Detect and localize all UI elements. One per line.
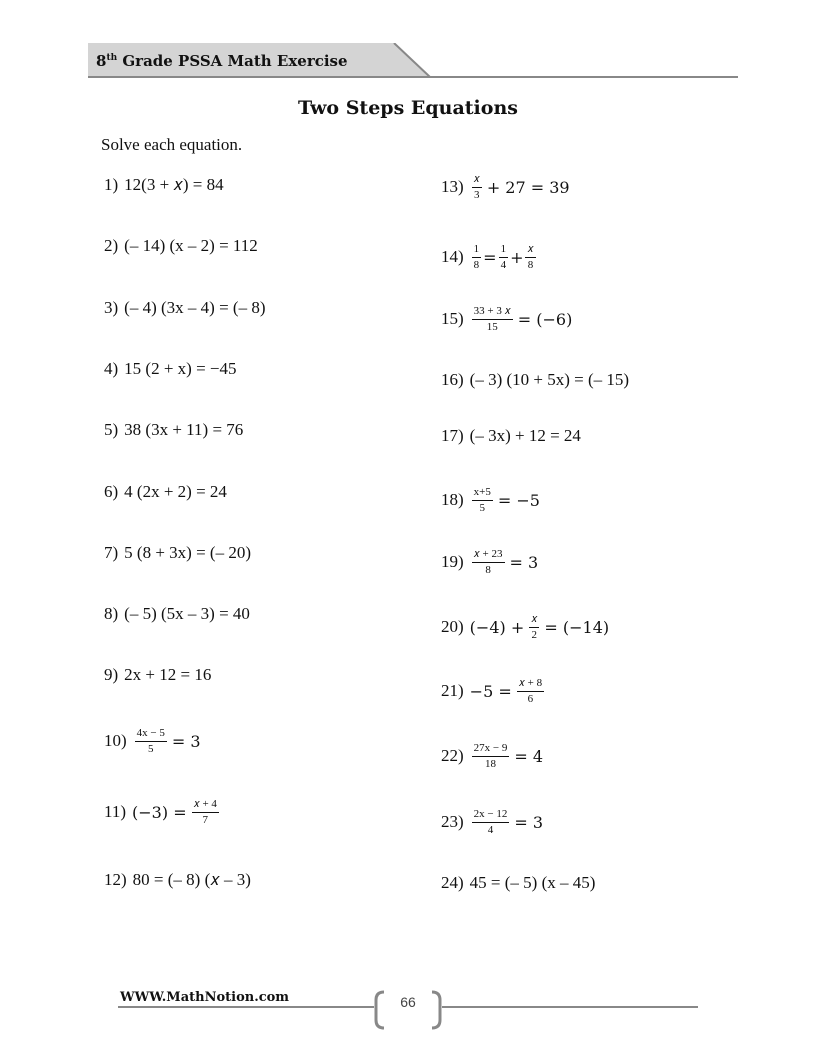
fraction bbox=[472, 742, 510, 770]
fraction-numerator: 𝑥 bbox=[529, 613, 539, 628]
fraction bbox=[472, 486, 493, 514]
problem-number: 19) bbox=[441, 552, 464, 571]
problem-number: 22) bbox=[441, 746, 464, 765]
problem-item bbox=[104, 414, 243, 446]
equation-part: −5 = bbox=[469, 681, 512, 701]
fraction-denominator: 5 bbox=[479, 501, 486, 514]
footer-rule-right bbox=[442, 1006, 698, 1008]
fraction-denominator: 7 bbox=[202, 813, 209, 826]
problem-number: 18) bbox=[441, 490, 464, 509]
equation-part: = 4 bbox=[514, 746, 544, 766]
fraction bbox=[499, 243, 509, 271]
problem-equation: 15 (2 + x) = −45 bbox=[124, 359, 237, 378]
fraction-numerator: 1 bbox=[499, 243, 509, 258]
instructions: Solve each equation. bbox=[101, 135, 243, 154]
fraction-numerator: 27x − 9 bbox=[472, 742, 510, 757]
fraction bbox=[525, 243, 535, 271]
equation-part: + bbox=[510, 247, 524, 267]
problem-item bbox=[104, 598, 250, 630]
problem-number: 14) bbox=[441, 247, 464, 266]
problem-item bbox=[441, 867, 595, 899]
problem-equation: 4 (2x + 2) = 24 bbox=[124, 482, 227, 501]
fraction bbox=[135, 727, 167, 755]
page-number: 66 bbox=[400, 994, 416, 1010]
fraction-denominator: 3 bbox=[473, 188, 480, 201]
equation-part: + 27 = 39 bbox=[486, 177, 570, 197]
problem-item bbox=[104, 169, 224, 201]
problem-equation: 45 = (– 5) (x – 45) bbox=[469, 873, 596, 892]
equation-part: = (−6) bbox=[517, 309, 573, 329]
equation-part: = −5 bbox=[497, 490, 540, 510]
fraction-numerator: 𝑥 + 23 bbox=[472, 548, 505, 563]
problem-number: 13) bbox=[441, 177, 464, 196]
fraction-denominator: 18 bbox=[485, 757, 497, 770]
problem-number: 5) bbox=[104, 420, 119, 439]
fraction bbox=[529, 613, 539, 641]
problem-item bbox=[104, 537, 251, 569]
problem-number: 9) bbox=[104, 665, 119, 684]
problem-equation: (– 14) (x – 2) = 112 bbox=[124, 236, 258, 255]
fraction-numerator: 2x − 12 bbox=[472, 808, 510, 823]
problem-item bbox=[441, 675, 546, 707]
equation-part: = 3 bbox=[171, 731, 201, 751]
problem-number: 2) bbox=[104, 236, 119, 255]
problem-item bbox=[441, 241, 538, 273]
problem-number: 20) bbox=[441, 617, 464, 636]
problem-item bbox=[441, 303, 572, 335]
fraction bbox=[472, 808, 510, 836]
fraction-denominator: 5 bbox=[148, 742, 154, 755]
fraction bbox=[472, 548, 505, 576]
problem-item bbox=[104, 725, 201, 757]
problem-item bbox=[441, 740, 543, 772]
problem-equation: (– 5) (5x – 3) = 40 bbox=[124, 604, 250, 623]
problem-item bbox=[441, 364, 629, 396]
problem-item bbox=[104, 476, 227, 508]
page-title: Two Steps Equations bbox=[298, 97, 518, 119]
problem-item bbox=[441, 171, 570, 203]
fraction bbox=[472, 173, 482, 201]
fraction-numerator: 𝑥 bbox=[525, 243, 535, 258]
equation-part: (−3) = bbox=[132, 802, 187, 822]
problem-item bbox=[104, 796, 221, 828]
fraction-denominator: 2 bbox=[531, 628, 538, 641]
header-banner bbox=[88, 43, 740, 79]
fraction bbox=[472, 243, 482, 271]
problem-equation: 80 = (– 8) (𝑥 – 3) bbox=[132, 870, 251, 889]
fraction-denominator: 8 bbox=[527, 258, 534, 271]
problem-equation: 38 (3x + 11) = 76 bbox=[124, 420, 244, 439]
equation-part: = (−14) bbox=[544, 617, 610, 637]
problem-number: 6) bbox=[104, 482, 119, 501]
problem-number: 3) bbox=[104, 298, 119, 317]
problem-item bbox=[104, 864, 251, 896]
equation-part: (−4) + bbox=[469, 617, 525, 637]
problem-number: 12) bbox=[104, 870, 127, 889]
equation-part: = 3 bbox=[514, 812, 544, 832]
problem-item bbox=[104, 230, 258, 262]
problem-number: 23) bbox=[441, 812, 464, 831]
fraction-numerator: 𝑥 bbox=[472, 173, 482, 188]
problem-item bbox=[441, 420, 581, 452]
problem-number: 21) bbox=[441, 681, 464, 700]
problem-item bbox=[441, 484, 540, 516]
fraction-numerator: 𝑥 + 4 bbox=[192, 798, 219, 813]
problem-item bbox=[441, 546, 538, 578]
fraction-denominator: 4 bbox=[500, 258, 507, 271]
problem-item bbox=[441, 806, 543, 838]
problem-equation: (– 3x) + 12 = 24 bbox=[469, 426, 581, 445]
problem-equation: (– 3) (10 + 5x) = (– 15) bbox=[469, 370, 630, 389]
equation-part: = 3 bbox=[509, 552, 539, 572]
fraction bbox=[472, 305, 513, 333]
problem-number: 15) bbox=[441, 309, 464, 328]
fraction-numerator: 4x − 5 bbox=[135, 727, 167, 742]
fraction-denominator: 15 bbox=[486, 320, 498, 333]
footer-website: WWW.MathNotion.com bbox=[120, 990, 290, 1005]
problem-number: 4) bbox=[104, 359, 119, 378]
problem-equation: 5 (8 + 3x) = (– 20) bbox=[124, 543, 251, 562]
fraction-denominator: 6 bbox=[527, 692, 534, 705]
fraction-numerator: x+5 bbox=[472, 486, 493, 501]
problem-number: 17) bbox=[441, 426, 464, 445]
header-title: 8th Grade PSSA Math Exercise bbox=[96, 52, 348, 70]
problem-number: 16) bbox=[441, 370, 464, 389]
problem-item bbox=[104, 353, 237, 385]
problem-number: 1) bbox=[104, 175, 119, 194]
problem-item bbox=[441, 611, 609, 643]
footer-rule-left bbox=[118, 1006, 374, 1008]
problem-number: 11) bbox=[104, 802, 127, 821]
fraction-numerator: 1 bbox=[472, 243, 482, 258]
fraction-denominator: 4 bbox=[487, 823, 494, 836]
problem-item bbox=[104, 292, 265, 324]
fraction bbox=[192, 798, 219, 826]
problem-equation: 2x + 12 = 16 bbox=[124, 665, 212, 684]
fraction-denominator: 8 bbox=[473, 258, 480, 271]
problem-number: 8) bbox=[104, 604, 119, 623]
fraction-numerator: 33 + 3 𝑥 bbox=[472, 305, 513, 320]
problem-equation: (– 4) (3x – 4) = (– 8) bbox=[124, 298, 266, 317]
problem-number: 24) bbox=[441, 873, 464, 892]
problem-number: 10) bbox=[104, 731, 127, 750]
fraction bbox=[517, 677, 544, 705]
fraction-numerator: 𝑥 + 8 bbox=[517, 677, 544, 692]
problem-number: 7) bbox=[104, 543, 119, 562]
problem-equation: 12(3 + 𝑥) = 84 bbox=[124, 175, 224, 194]
fraction-denominator: 8 bbox=[485, 563, 491, 576]
problem-item bbox=[104, 659, 211, 691]
equation-part: = bbox=[483, 247, 497, 267]
